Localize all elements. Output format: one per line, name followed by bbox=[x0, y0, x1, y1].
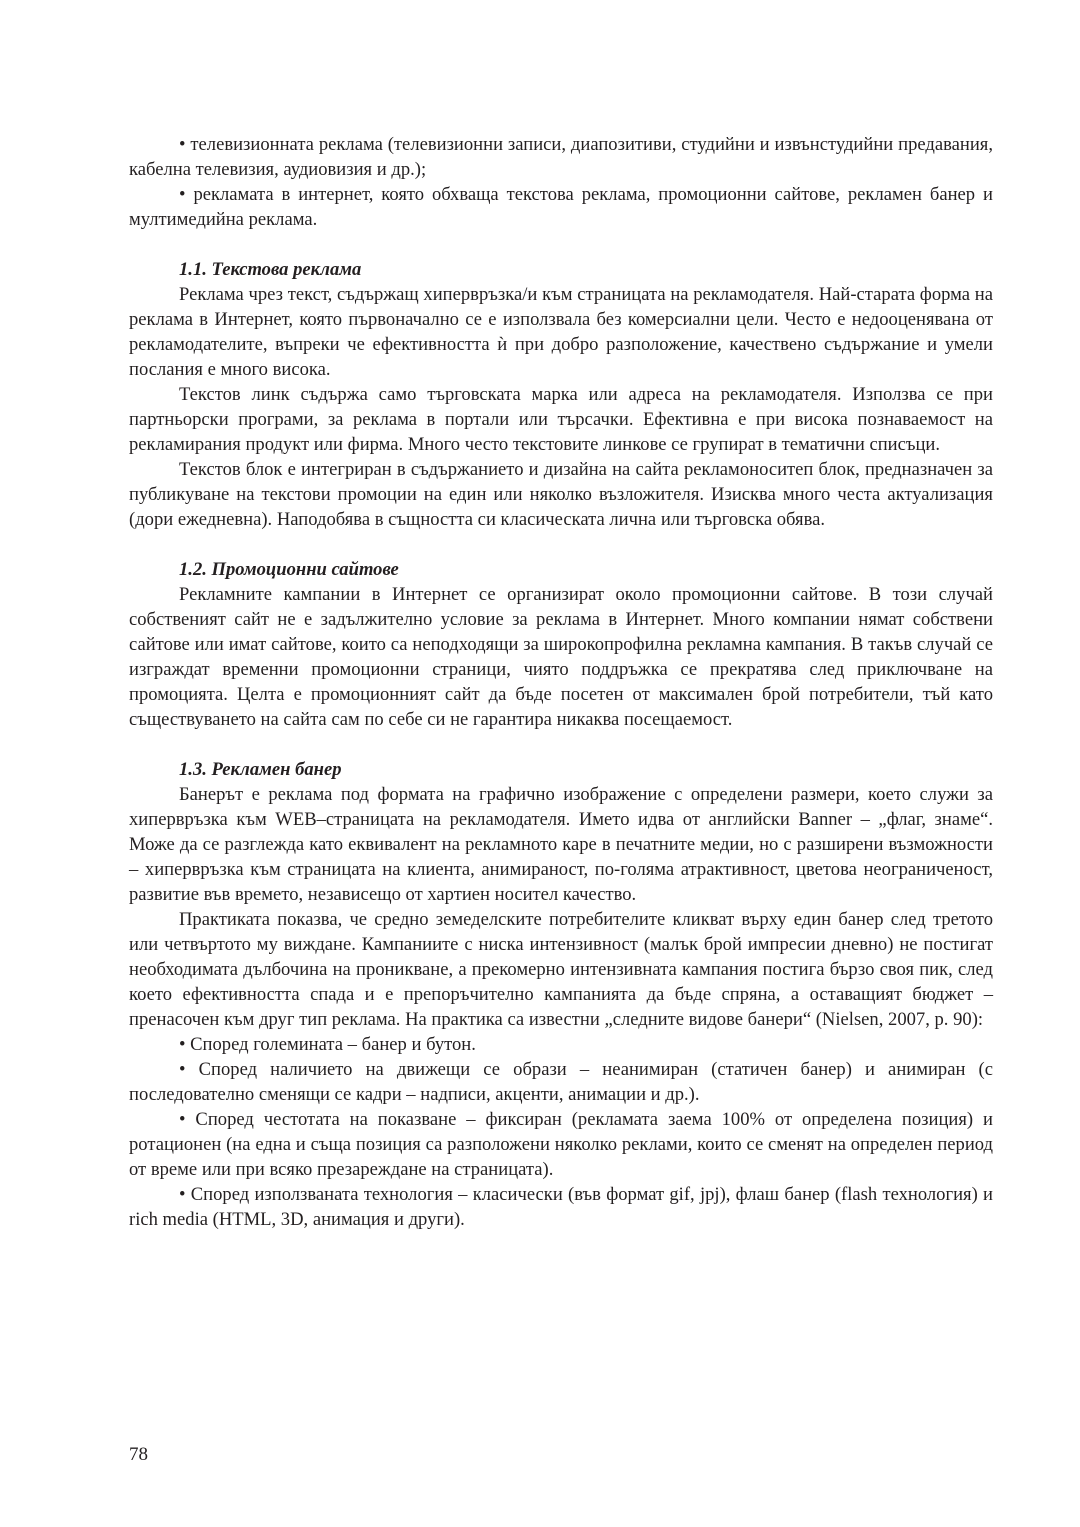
page-number: 78 bbox=[129, 1444, 148, 1465]
bullet-tv-advertising: • телевизионната реклама (телевизионни записи, диапозитиви, студийни и извънстудийни предавания, кабелна телевизия, аудиовизия и др.); bbox=[129, 134, 993, 180]
section-gap bbox=[129, 232, 993, 257]
paragraph-promo-sites: Рекламните кампании в Интернет се организират около промоционни сайтове. В този случай собственият сайт не е задължително условие за реклама в Интернет. Много компании нямат собствени сайтове или имат сайтове, които са неподходящи за широкопрофилна рекламна кампания. В такъв случай се изграждат временни промоционни страници, чиято поддръжка се прекратява след приключване на промоцията. Целта е промоционният сайт да бъде посетен от максимален брой потребители, тъй като съществуването на сайта сам по себе си не гарантира никаква посещаемост. bbox=[129, 584, 993, 730]
bullet-banner-animation: • Според наличието на движещи се образи – неанимиран (статичен банер) и анимиран (с последователно сменящи се кадри – надписи, акценти, анимации и др.). bbox=[129, 1059, 993, 1105]
paragraph-text-block: Текстов блок е интегриран в съдържанието и дизайна на сайта рекламоноситеп блок, предназначен за публикуване на текстови промоции на един или няколко възложителя. Изисква много честа актуализация (дори ежедневна). Наподобява в същността си класическата лична или търговска обява. bbox=[129, 459, 993, 530]
section-gap bbox=[129, 532, 993, 557]
paragraph-text-ad-definition: Реклама чрез текст, съдържащ хипервръзка/и към страницата на рекламодателя. Най-старата форма на реклама в Интернет, която първоначално се е използвала без комерсиални цели. Често е недооценявана от рекламодателите, въпреки че ефективността ѝ при добро разположение, качествено съдържание и умели послания е много висока. bbox=[129, 284, 993, 380]
paragraph-banner-practice: Практиката показва, че средно земеделските потребителите кликват върху един банер след третото или четвъртото му виждане. Кампаниите с ниска интензивност (малък брой импресии дневно) не постигат необходимата дълбочина на проникване, а прекомерно интензивната кампания постига бързо своя пик, след което ефективността спада и е препоръчително кампанията да бъде спряна, а оставащият бюджет – пренасочен към друг тип реклама. На практика са известни „следните видове банери“ (Nielsen, 2007, p. 90): bbox=[129, 909, 993, 1030]
paragraph-text-link: Текстов линк съдържа само търговската марка или адреса на рекламодателя. Използва се при партньорски програми, за реклама в портали или търсачки. Ефективна е при висока познаваемост на рекламирания продукт или фирма. Много често текстовите линкове се групират в тематични списъци. bbox=[129, 384, 993, 455]
heading-text-advertising: 1.1. Текстова реклама bbox=[179, 259, 362, 280]
bullet-banner-size: • Според големината – банер и бутон. bbox=[179, 1034, 476, 1055]
section-gap bbox=[129, 732, 993, 757]
heading-ad-banner: 1.3. Рекламен банер bbox=[179, 759, 342, 780]
heading-promo-sites: 1.2. Промоционни сайтове bbox=[179, 559, 399, 580]
bullet-banner-frequency: • Според честотата на показване – фиксиран (рекламата заема 100% от определена позиция) и ротационен (на една и съща позиция са разположени няколко реклами, които се сменят на определен период от време или при всяко презареждане на страницата). bbox=[129, 1109, 993, 1180]
bullet-banner-technology: • Според използваната технология – класически (във формат gif, jpj), флаш банер (flash технология) и rich media (HTML, 3D, анимация и други). bbox=[129, 1184, 993, 1230]
bullet-internet-advertising: • рекламата в интернет, която обхваща текстова реклама, промоционни сайтове, рекламен банер и мултимедийна реклама. bbox=[129, 184, 993, 230]
paragraph-banner-definition: Банерът е реклама под формата на графично изображение с определени размери, което служи за хипервръзка към WEB–страницата на рекламодателя. Името идва от английски Banner – „флаг, знаме“. Може да се разглежда като еквивалент на рекламното каре в печатните медии, но с разширени възможности – хипервръзка към страницата на клиента, анимираност, по-голяма атрактивност, цветова неограниченост, развитие във времето, независещо от хартиен носител качество. bbox=[129, 784, 993, 905]
page-body bbox=[129, 132, 993, 1232]
